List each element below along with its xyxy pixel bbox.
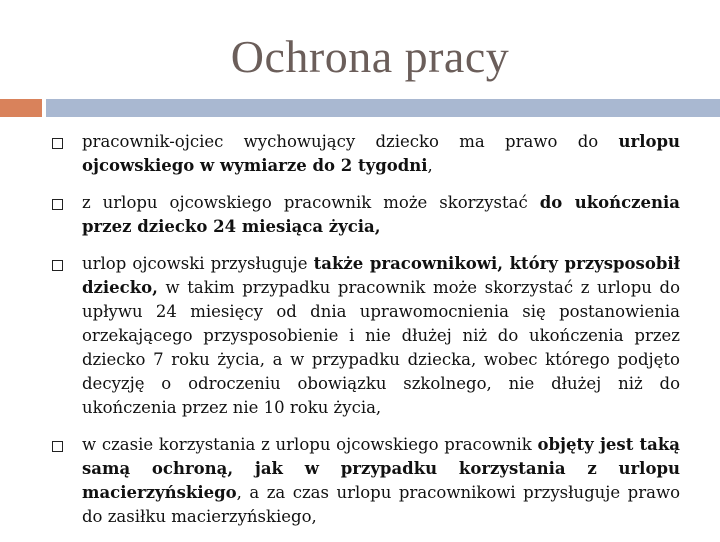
square-bullet-icon — [52, 441, 63, 452]
title-divider-bar — [46, 99, 720, 117]
text-segment: , a za czas urlopu pracownikowi przysługuje prawo do zasiłku macierzyńskiego, — [82, 483, 680, 526]
list-item-text — [82, 193, 680, 236]
square-bullet-icon — [52, 260, 63, 271]
text-segment: urlop ojcowski przysługuje — [82, 254, 314, 273]
bold-text-segment: także pracownikowi, który przysposobił dziecko, — [82, 254, 680, 297]
text-segment: z urlopu ojcowskiego pracownik może skorzystać — [82, 193, 540, 212]
bold-text-segment: urlopu ojcowskiego w wymiarze do 2 tygodni — [82, 132, 680, 175]
bullet-list — [48, 130, 680, 542]
text-segment: , — [427, 156, 433, 175]
list-item — [48, 433, 680, 529]
text-segment: w takim przypadku pracownik może skorzystać z urlopu do upływu 24 miesięcy od dnia uprawomocnienia się postanowienia orzekającego przysposobienie i nie dłużej niż do ukończenia przez dziecko 7 roku życia, a w przypadku dziecka, wobec którego podjęto decyzję o odroczeniu obowiązku szkolnego, nie dłużej niż do ukończenia przez nie 10 roku życia, — [82, 278, 680, 417]
list-item-text — [82, 132, 680, 175]
square-bullet-icon — [52, 138, 63, 149]
square-bullet-icon — [52, 199, 63, 210]
list-item — [48, 252, 680, 420]
list-item-text — [82, 254, 680, 417]
list-item — [48, 191, 680, 239]
list-item — [48, 130, 680, 178]
title-divider-accent — [0, 99, 42, 117]
bold-text-segment: do ukończenia przez dziecko 24 miesiąca życia, — [82, 193, 681, 236]
bold-text-segment: objęty jest taką samą ochroną, jak w przypadku korzystania z urlopu macierzyńskiego — [82, 435, 680, 502]
text-segment: pracownik-ojciec wychowujący dziecko ma prawo do — [82, 132, 619, 151]
list-item-text — [82, 435, 680, 526]
slide-title: Ochrona pracy — [230, 31, 510, 82]
text-segment: w czasie korzystania z urlopu ojcowskiego pracownik — [82, 435, 538, 454]
